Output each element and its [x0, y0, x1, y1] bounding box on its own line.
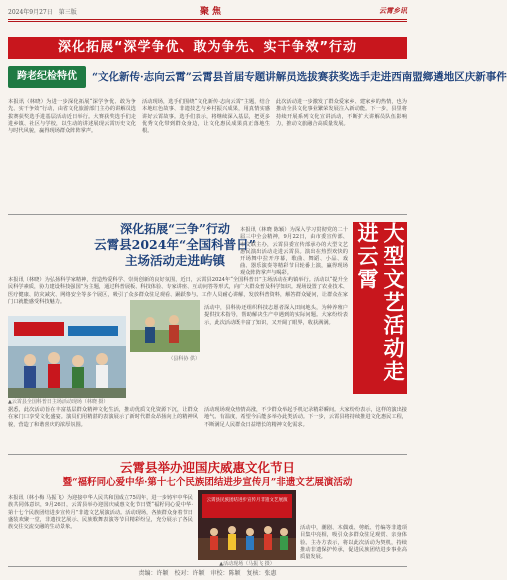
bottom-body-2: 活动中，潮剧、木偶戏、剪纸、竹编等非遗项目集中亮相，吸引众多群众驻足观赏、亲身体验。主办方表示，将以此次活动为契机，持续推动非遗保护传承，促进民族团结进步事业高质量发展。	[300, 525, 407, 560]
science-body: 本报讯（林晓）为弘扬科学家精神，营造热爱科学、崇尚创新的良好氛围，近日，云霄县2024年“全国科普日”主场活动在屿镇举行。活动以“提升全民科学素质，协力建设科技强国”为主题，通过科普展板、科技体验、专家讲座、互动问答等形式，向广大群众普及科学知识。现场设置了农业技术、医疗健康、防灾减灾、网络安全等多个展区，吸引了众多群众驻足观看、踊跃参与。工作人员耐心讲解，发放科普资料，解答群众疑问，让群众在家门口就能感受科技魅力。	[8, 277, 348, 305]
science-title-2: 主场活动走进屿镇	[124, 253, 225, 268]
science-title-1: 云霄县2024年“全国科普日”	[94, 237, 256, 252]
science-subtitle: 深化拓展“三争”行动	[120, 222, 230, 236]
issue-date: 2024年9月27日 第三版	[8, 9, 77, 16]
footer-rule	[8, 566, 407, 567]
bottom-title-1: 云霄县举办迎国庆威惠文化节日	[119, 460, 295, 475]
stage-sign: 云霄县民族团结进步宣传月非遗文艺展演	[206, 498, 288, 503]
top-story-title: “文化新传·志向云霄”云霄县首届专题讲解员选拔赛获奖选手走进西南盟鄉遴地区庆新事件	[92, 71, 507, 83]
top-rule	[8, 19, 407, 20]
divider	[8, 214, 407, 215]
bottom-body: 本报讯（林小梅 马振飞）为迎接中华人民共和国成立75周年，进一步铸牢中华民族共同体意识，9月26日，云霄县举办迎国庆威惠文化节日暨“福籽同心爱中华·第十七个民族团结进步宣传月”非遗文艺展演活动。活动现场，各族群众身着节日盛装欢聚一堂，非遗技艺展示、民族歌舞表演等节目精彩纷呈，充分展示了各民族交往交流交融的生动景象。	[8, 495, 193, 530]
culture-vertical-title: 大型文艺活动走进云霄	[355, 222, 406, 383]
science-photo-2	[130, 300, 200, 352]
top-story-header	[8, 66, 507, 88]
culture-body-3: 据悉，此次活动旨在丰富基层群众精神文化生活，推动优质文化资源下沉，让群众在家门口享受文化盛宴。演员们用精湛的表演展示了新时代群众昂扬向上的精神风貌，营造了和谐喜庆的浓厚氛围。	[8, 407, 198, 428]
bottom-title-2: 暨“福籽同心爱中华·第十七个民族团结进步宣传月”非遗文艺展演活动	[62, 477, 353, 488]
bottom-photo	[198, 490, 296, 560]
top-story-col3: 此次活动进一步激发了群众爱家乡、建家乡的热情，也为推动全县文化事业繁荣发展注入新动能。下一步，县里将持续开展系列文化宣讲活动，不断扩大讲解员队伍影响力，推动文旅融合高质量发展。	[276, 99, 407, 127]
science-photo-caption: ▲云霄县全国科普日主场活动现场（林晓 摄）	[8, 399, 109, 405]
science-photo-2-image	[130, 300, 200, 352]
science-photo	[8, 316, 126, 398]
theme-banner: 深化拓展“深学争优、敢为争先、实干争效”行动	[8, 37, 407, 59]
science-side-caption: （县科协 供）	[168, 356, 200, 362]
science-body-2: 活动中，县科协还组织科技志愿者深入田间地头，为种养殖户提供技术指导，帮助解决生产中遇到的实际问题。大家纷纷表示，此次活动既丰富了知识，又开阔了眼界，收获满满。	[204, 305, 348, 326]
divider-2	[8, 454, 407, 455]
bottom-photo-caption: ▲活动现场（马振飞 摄）	[219, 561, 275, 567]
culture-body-2: 活动现场观众热情高涨，不少群众举起手机记录精彩瞬间。大家纷纷表示，这样的演出接地气、有温度，希望今后能多举办此类活动。下一步，云霄县将持续推进文化惠民工程，不断满足人民群众日益增长的精神文化需求。	[204, 407, 407, 428]
culture-body: 本报讯（林晓 陈颖）为深入学习贯彻党的二十届三中全会精神，9月22日，由市委宣传部、市文联主办，云霄县委宣传部承办的大型文艺惠民演出活动走进云霄县。演出在热烈欢快的开场舞中拉开序幕，歌曲、舞蹈、小品、戏曲、器乐演奏等精彩节目轮番上演，赢得现场观众阵阵掌声与喝彩。	[240, 227, 348, 277]
top-rule-thin	[8, 21, 407, 22]
masthead	[8, 4, 407, 18]
culture-vertical-banner	[353, 222, 407, 394]
top-story-col2: 活动现场，选手们围绕“文化新传·志向云霄”主题，结合本地红色故事、非遗技艺与乡村振兴成果，用真情实感讲好云霄故事。选手们表示，将继续深入基层，把更多优秀文化带到群众身边，让文化惠民成果真正落地生根。	[142, 99, 270, 134]
science-photo-image	[8, 316, 126, 398]
column-tag: 跨老纪检特优	[8, 66, 86, 88]
editor-credits: 责编：许颖 校对：许颖 审校：陈颖 复核：张惠	[138, 570, 277, 577]
top-story-col1: 本报讯（林晓）为进一步深化拓展“深学争优、敢为争先、实干争效”行动，由省文化旅游部门主办的讲解员选拔赛获奖选手进基层活动近日举行。大赛获奖选手们走进乡镇、社区与学校，以生动的讲述展现云霄历史文化与时代风貌，赢得现场群众阵阵掌声。	[8, 99, 136, 134]
paper-name: 云霄乡讯	[379, 6, 407, 15]
section-title: 聚焦	[200, 7, 225, 17]
